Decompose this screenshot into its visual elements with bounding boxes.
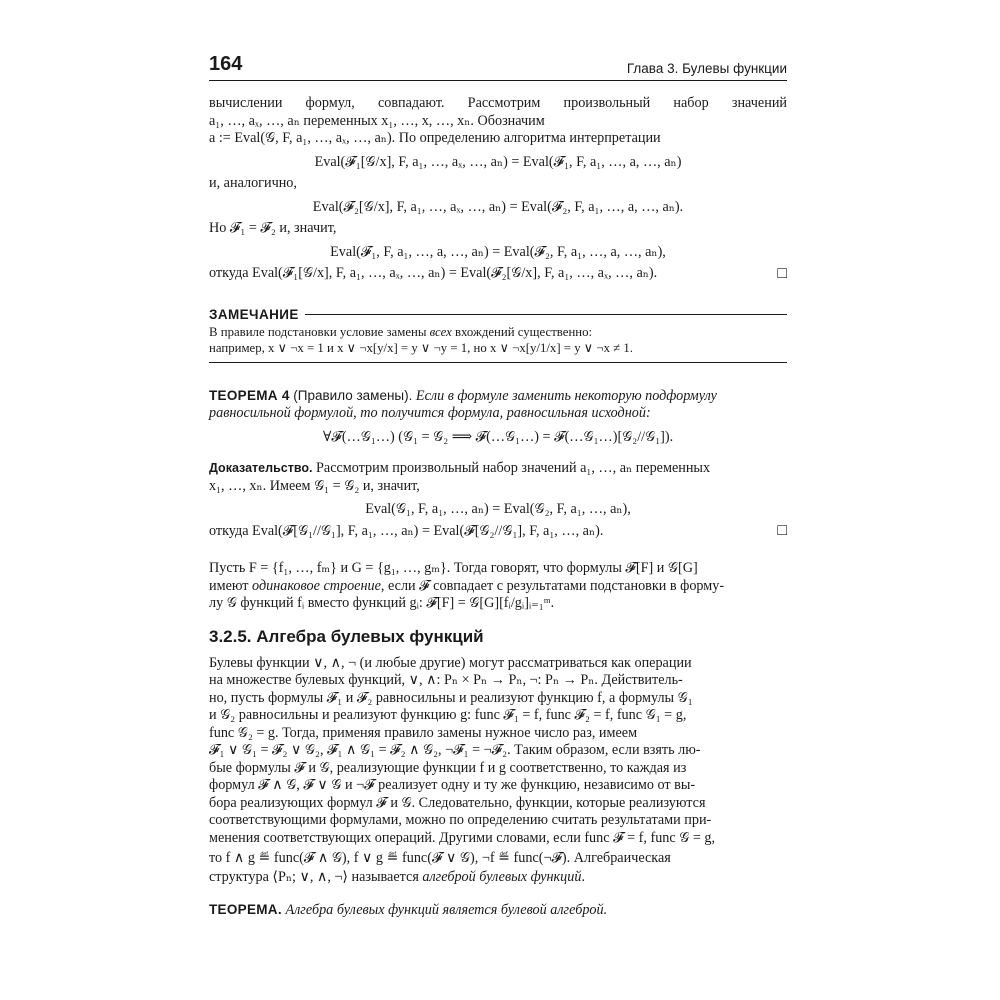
text-line: формул 𝓕 ∧ 𝒢, 𝓕 ∨ 𝒢 и ¬𝓕 реализует одну и ту же функцию, независимо от вы-	[209, 777, 696, 793]
text-span: .	[581, 869, 585, 885]
proof-line	[209, 460, 787, 478]
text-span: структура ⟨Pₙ; ∨, ∧, ¬⟩ называется	[209, 869, 423, 885]
theorem-statement: Если в формуле заменить некоторую подформулу	[415, 387, 717, 404]
equation: Eval(𝓕₁[𝒢/x], F, a₁, …, aₓ, …, aₙ) = Eval(𝓕₁, F, a₁, …, a, …, aₙ)	[314, 153, 682, 170]
equation-line-with-qed	[209, 523, 787, 541]
book-page	[209, 52, 787, 919]
text-line: a₁, …, aₓ, …, aₙ переменных x₁, …, x, …, xₙ. Обозначим	[209, 112, 545, 129]
remark-header	[209, 307, 787, 322]
text-line: Пусть F = {f₁, …, fₘ} и G = {g₁, …, gₘ}. Тогда говорят, что формулы 𝓕[F] и 𝒢[G]	[209, 560, 698, 576]
emphasis-span: одинаковое строение	[252, 577, 381, 594]
remark-title: ЗАМЕЧАНИЕ	[209, 306, 299, 322]
proof-line: x₁, …, xₙ. Имеем 𝒢₁ = 𝒢₂ и, значит,	[209, 477, 420, 494]
page-header	[209, 52, 787, 81]
text-line: и 𝒢₂ равносильны и реализуют функцию g: func 𝓕₁ = f, func 𝓕₂ = f, func 𝒢₁ = g,	[209, 707, 687, 723]
qed-symbol: □	[777, 522, 787, 540]
section-heading: 3.2.5. Алгебра булевых функций	[209, 626, 484, 646]
remark-box	[209, 307, 787, 363]
page-number: 164	[209, 53, 243, 75]
text-line	[209, 869, 787, 887]
theorem-statement: Алгебра булевых функций является булевой алгеброй.	[285, 901, 608, 918]
theorem-subtitle: (Правило замены).	[293, 387, 413, 403]
text-line: бора реализующих формул 𝓕 и 𝒢. Следовательно, функции, которые реализуются	[209, 794, 706, 811]
proof-text: Рассмотрим произвольный набор значений a₁, …, aₙ переменных	[316, 460, 711, 476]
text-line: на множестве булевых функций, ∨, ∧: Pₙ × Pₙ → Pₙ, ¬: Pₙ → Pₙ. Действитель-	[209, 672, 683, 688]
text-line	[209, 578, 787, 596]
text-line: 𝓕₁ ∨ 𝒢₁ = 𝓕₂ ∨ 𝒢₂, 𝓕₁ ∧ 𝒢₁ = 𝓕₂ ∧ 𝒢₂, ¬𝓕₁ = ¬𝓕₂. Таким образом, если взять лю-	[209, 742, 701, 758]
text-line: то f ∧ g ≝ func(𝓕 ∧ 𝒢), f ∨ g ≝ func(𝓕 ∨ 𝒢), ¬f ≝ func(¬𝓕). Алгебраическая	[209, 850, 671, 866]
equation: Eval(𝓕₁, F, a₁, …, a, …, aₙ) = Eval(𝓕₂, F, a₁, …, a, …, aₙ),	[330, 243, 666, 260]
text-line: менения соответствующих операций. Другими словами, если func 𝓕 = f, func 𝒢 = g,	[209, 829, 716, 846]
text-line: Булевы функции ∨, ∧, ¬ (и любые другие) могут рассматриваться как операции	[209, 654, 692, 671]
text-line: a := Eval(𝒢, F, a₁, …, aₓ, …, aₙ). По определению алгоритма интерпретации	[209, 130, 661, 146]
text-line: откуда Eval(𝓕₁[𝒢/x], F, a₁, …, aₓ, …, aₙ) = Eval(𝓕₂[𝒢/x], F, a₁, …, aₓ, …, aₙ).	[209, 265, 658, 281]
text-line: Но 𝓕₁ = 𝓕₂ и, значит,	[209, 220, 337, 236]
qed-symbol: □	[777, 264, 787, 282]
text-line: откуда Eval(𝓕[𝒢₁//𝒢₁], F, a₁, …, aₙ) = Eval(𝓕[𝒢₂//𝒢₁], F, a₁, …, aₙ).	[209, 522, 604, 539]
equation: Eval(𝓕₂[𝒢/x], F, a₁, …, aₓ, …, aₙ) = Eval(𝓕₂, F, a₁, …, a, …, aₙ).	[312, 198, 684, 215]
text-line: бые формулы 𝓕 и 𝒢, реализующие функции f и g соответственно, то каждая из	[209, 759, 687, 776]
section-body	[209, 655, 787, 887]
running-head: Глава 3. Булевы функции	[626, 61, 787, 76]
theorem-line	[209, 387, 787, 406]
proof-continuation	[209, 95, 787, 283]
theorem-label: ТЕОРЕМА.	[209, 901, 282, 917]
final-theorem	[209, 901, 787, 920]
theorem-formula: ∀𝓕(…𝒢₁…) (𝒢₁ = 𝒢₂ ⟹ 𝓕(…𝒢₁…) = 𝓕(…𝒢₁…)[𝒢₂//𝒢₁]).	[322, 428, 674, 445]
text-line: func 𝒢₂ = g. Тогда, применяя правило замены нужное число раз, имеем	[209, 724, 638, 741]
proof-block	[209, 460, 787, 540]
text-line: вычислении формул, совпадают. Рассмотрим произвольный набор значений	[209, 95, 787, 111]
remark-rule	[305, 314, 787, 315]
emphasis-span: алгеброй булевых функций	[422, 869, 582, 885]
remark-emphasis: всех	[429, 324, 452, 339]
remark-text: В правиле подстановки условие замены	[209, 324, 430, 339]
text-span: имеют	[209, 577, 253, 594]
remark-bottom-rule	[209, 362, 787, 363]
text-span: , если 𝓕 совпадает с результатами подстановки в форму-	[380, 577, 725, 594]
proof-label: Доказательство.	[209, 461, 313, 475]
text-line: и, аналогично,	[209, 175, 297, 191]
theorem-statement: равносильной формулой, то получится формула, равносильная исходной:	[209, 405, 651, 421]
theorem-4	[209, 387, 787, 447]
theorem-label: ТЕОРЕМА 4	[209, 387, 290, 403]
structure-paragraph	[209, 560, 787, 613]
remark-line	[209, 324, 787, 340]
text-line: лу 𝒢 функций fᵢ вместо функций gᵢ: 𝓕[F] = 𝒢[G][fᵢ/gᵢ]ᵢ₌₁ᵐ.	[209, 595, 555, 611]
remark-text: вхождений существенно:	[451, 324, 593, 339]
remark-line: например, x ∨ ¬x = 1 и x ∨ ¬x[y/x] = y ∨ ¬y = 1, но x ∨ ¬x[y/1/x] = y ∨ ¬x ≠ 1.	[209, 340, 633, 355]
text-line: но, пусть формулы 𝓕₁ и 𝓕₂ равносильны и реализуют функцию f, а формулы 𝒢₁	[209, 689, 693, 706]
equation-line-with-qed	[209, 265, 787, 283]
text-line: соответствующими формулами, можно по определению считать результатами при-	[209, 812, 712, 828]
equation: Eval(𝒢₁, F, a₁, …, aₙ) = Eval(𝒢₂, F, a₁, …, aₙ),	[365, 501, 631, 517]
